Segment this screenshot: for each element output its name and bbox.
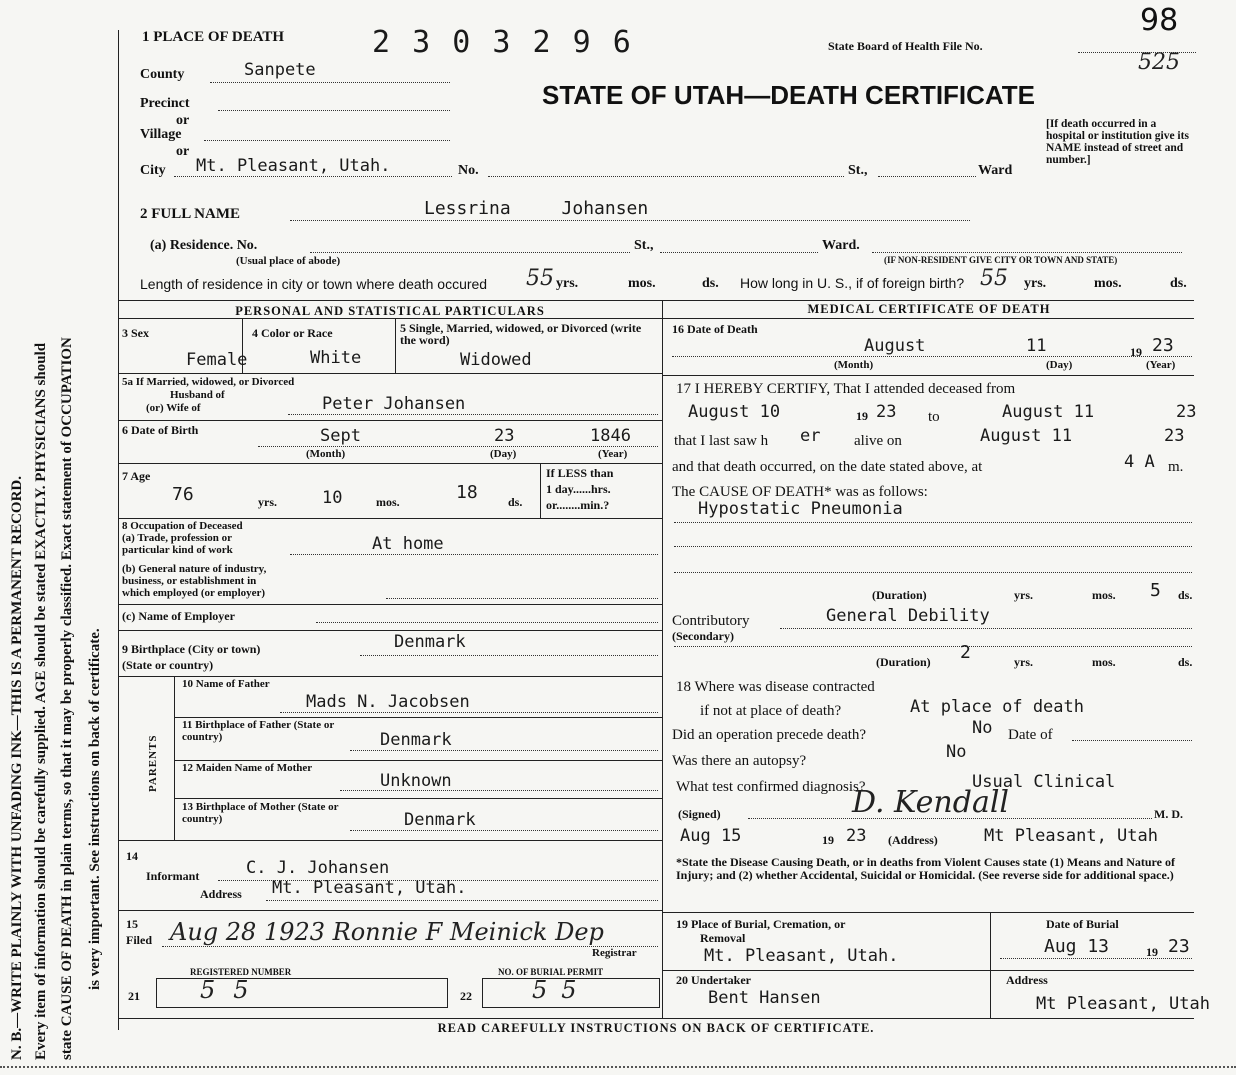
burial-place-value: Mt. Pleasant, Utah. [704,946,899,966]
dob-month: Sept [320,426,361,446]
main-top-rule [118,300,1194,301]
informant-label: Informant [146,869,200,883]
death-day-sub: (Day) [1046,359,1073,371]
marital-value: Widowed [460,350,532,370]
attend-to: August 11 [1002,402,1095,422]
outer-left-border [118,30,119,1030]
residence-label: (a) Residence. No. [150,238,258,253]
sex-value: Female [186,350,248,370]
test-value: Usual Clinical [972,772,1116,792]
nonresident-note: (IF NON-RESIDENT GIVE CITY OR TOWN AND STATE) [884,255,1118,265]
sex-label: 3 Sex [122,326,149,340]
duration-mos: mos. [1092,588,1116,602]
signed-address-label: (Address) [888,833,938,847]
duration-ds-value: 5 [1150,580,1161,601]
age-mos-label: mos. [376,495,400,509]
signed-address: Mt Pleasant, Utah [984,826,1158,846]
burial-place-label-2: Removal [700,931,746,945]
county-value: Sanpete [244,60,316,80]
autopsy-value: No [946,742,967,762]
contrib-duration-ds: ds. [1178,655,1193,669]
burial-permit-value: 55 [532,976,591,1004]
age-days: 18 [456,482,478,503]
contracted-label: 18 Where was disease contracted [676,679,875,695]
informant-value: C. J. Johansen [246,858,390,878]
secondary-label: (Secondary) [672,629,734,643]
rule-after-spouse [118,420,662,421]
death-occurred-text: and that death occurred, on the date stated above, at [672,459,983,475]
hospital-note: [If death occurred in a hospital or institution give its NAME instead of street and number.] [1046,118,1189,166]
death-year: 23 [1152,335,1174,356]
industry-label-1: (b) General nature of industry, [122,563,267,575]
full-name-label: 2 FULL NAME [140,206,241,222]
city-ward-label: Ward [978,163,1013,178]
less-than-label-2: 1 day......hrs. [546,482,611,496]
not-at-place-label: if not at place of death? [700,703,842,719]
attend-from-19: 19 [856,409,868,423]
filed-num: 15 [126,917,138,931]
age-ds-label: ds. [508,495,523,509]
employer-label: (c) Name of Employer [122,609,235,623]
occupation-value: At home [372,534,444,554]
mother-birthplace-value: Denmark [404,810,476,830]
contrib-duration-mos: mos. [1092,655,1116,669]
margin-note-1: N. B.—WRITE PLAINLY WITH UNFADING INK—THIS IS A PERMANENT RECORD. [9,476,25,1060]
less-than-label-1: If LESS than [546,466,614,480]
undertaker-label: 20 Undertaker [676,973,751,987]
operation-value: No [972,718,993,738]
birthplace-label-2: (State or country) [122,658,214,672]
birthplace-value: Denmark [394,632,466,652]
rule-after-birthplace [118,676,662,677]
father-birthplace-value: Denmark [380,730,452,750]
marital-label: 5 Single, Married, widowed, or Divorced (write the word) [400,321,642,347]
city-st-label: St., [848,163,868,178]
burial-permit-label: NO. OF BURIAL PERMIT [498,967,604,977]
signed-19: 19 [822,833,834,847]
age-yrs-label: yrs. [258,495,277,509]
precinct-label: Precinct [140,96,190,111]
test-label: What test confirmed diagnosis? [676,779,866,795]
margin-note-3: state CAUSE OF DEATH in plain terms, so that it may be properly classified. Exact statement of OCCUPATION [59,337,75,1060]
mother-value: Unknown [380,771,452,791]
footer-instruction: READ CAREFULLY INSTRUCTIONS ON BACK OF CERTIFICATE. [437,1021,875,1035]
duration-label: (Duration) [872,588,927,602]
length-residence-value: 55 [526,266,554,291]
rule-after-sex [118,373,662,374]
burial-divider [990,912,991,1018]
autopsy-label: Was there an autopsy? [672,753,807,769]
filed-label: Filed [126,933,152,947]
duration-yrs: yrs. [1014,588,1033,602]
contributory-value: General Debility [826,606,990,626]
or-label-2: or [176,144,190,159]
dob-day-sub: (Day) [490,448,517,460]
residence-st-label: St., [634,238,654,253]
informant-address-label: Address [200,887,242,901]
death-year-sub: (Year) [1146,359,1176,371]
age-years: 76 [172,484,194,505]
undertaker-address-value: Mt Pleasant, Utah [1036,994,1210,1014]
dob-year: 1846 [590,426,631,446]
death-time: 4 A [1124,452,1155,472]
board-sub-number: 525 [1138,50,1180,75]
attend-to-label: to [928,409,940,425]
mother-label: 12 Maiden Name of Mother [182,762,313,774]
burial-place-label-1: 19 Place of Burial, Cremation, or [676,917,846,931]
contrib-duration-yrs: yrs. [1014,655,1033,669]
last-saw-year: 23 [1164,426,1185,446]
signed-date: Aug 15 [680,826,742,846]
color-marital-divider [395,318,396,373]
industry-label-3: which employed (or employer) [122,587,266,599]
cause-value: Hypostatic Pneumonia [698,499,903,519]
attend-from: August 10 [688,402,781,422]
rule-after-father [174,717,662,718]
how-long-ds: ds. [1170,276,1187,291]
physician-signature: D. Kendall [852,785,1010,820]
how-long-label: How long in U. S., if of foreign birth? [740,275,965,291]
certify-text: 17 I HEREBY CERTIFY, That I attended deceased from [676,381,1016,397]
death-month: August [864,336,926,356]
signed-year: 23 [846,826,867,846]
attend-to-year: 23 [1176,402,1197,422]
industry-label-2: business, or establishment in [122,575,257,587]
dob-day: 23 [494,426,515,446]
father-label: 10 Name of Father [182,678,270,690]
attend-from-year: 23 [876,402,897,422]
last-saw-label: that I last saw h [674,433,769,449]
death-time-m: m. [1168,459,1184,475]
full-name-value: Lessrina Johansen [424,198,649,219]
certificate-title: STATE OF UTAH—DEATH CERTIFICATE [542,80,1035,110]
bottom-rule [118,1018,1194,1019]
rule-after-industry [118,604,662,605]
rule-after-mother [174,798,662,799]
alive-on-label: alive on [854,433,902,449]
burial-date-value: Aug 13 [1044,936,1110,957]
date-of-label: Date of [1008,727,1053,743]
undertaker-address-label: Address [1006,973,1048,987]
death-day: 11 [1026,336,1047,356]
rule-after-age [118,518,662,519]
residence-ward-label: Ward. [822,238,860,253]
certificate-number: 2 3 0 3 2 9 6 [372,25,633,60]
registrar-label: Registrar [592,947,637,959]
rule-before-burial [662,912,1194,913]
dob-year-sub: (Year) [598,448,628,460]
length-yrs: yrs. [556,276,579,291]
length-residence-label: Length of residence in city or town where death occured [140,276,488,292]
burial-permit-prefix: 22 [460,989,472,1003]
rule-after-death-date [662,375,1194,376]
mother-birthplace-label: 13 Birthplace of Mother (State or country) [182,801,339,825]
birthplace-label-1: 9 Birthplace (City or town) [122,642,261,656]
margin-note-4: is very important. See instructions on back of certificate. [87,628,103,990]
rule-after-parents [118,840,662,841]
less-than-label-3: or........min.? [546,498,610,512]
spouse-label-3: (or) Wife of [146,402,201,414]
operation-label: Did an operation precede death? [672,727,867,743]
registered-number-label: REGISTERED NUMBER [190,967,292,977]
informant-num: 14 [126,849,138,863]
occupation-label-3: particular kind of work [122,544,233,556]
informant-address-value: Mt. Pleasant, Utah. [272,878,467,898]
center-divider [662,300,663,1018]
age-months: 10 [322,488,343,508]
spouse-value: Peter Johansen [322,394,466,414]
city-no-label: No. [458,163,479,178]
color-label: 4 Color or Race [252,326,333,340]
last-saw-date: August 11 [980,426,1073,446]
spouse-label-2: Husband of [170,389,225,401]
dob-month-sub: (Month) [306,448,346,460]
signed-label: (Signed) [678,807,721,821]
margin-note-2: Every item of information should be carefully supplied. AGE should be stated EXACTLY. PHYSICIANS should [33,342,49,1060]
rule-after-father-bp [174,760,662,761]
or-label-1: or [176,113,190,128]
city-value: Mt. Pleasant, Utah. [196,156,391,176]
city-label: City [140,163,166,178]
how-long-value: 55 [980,266,1008,291]
father-value: Mads N. Jacobsen [306,692,470,712]
contributory-label: Contributory [672,613,750,629]
death-month-sub: (Month) [834,359,874,371]
how-long-yrs: yrs. [1024,276,1047,291]
length-mos: mos. [628,276,656,291]
heading-rule [118,318,1194,319]
burial-date-year: 23 [1168,936,1190,957]
duration-ds: ds. [1178,588,1193,602]
spouse-label-1: 5a If Married, widowed, or Divorced [122,376,295,388]
contrib-duration-label: (Duration) [876,655,931,669]
parents-side-label: PARENTS [147,734,159,792]
color-value: White [310,348,362,368]
age-label: 7 Age [122,469,151,483]
death-date-label: 16 Date of Death [672,322,758,336]
rule-before-undertaker [662,970,1194,971]
footnote: *State the Disease Causing Death, or in deaths from Violent Causes state (1) Means and Nature of Injury; and (2) whether Accidental, Suicidal or Homicidal. (See reverse side for additional space.) [676,855,1175,882]
village-label: Village [140,127,182,142]
death-year-prefix: 19 [1130,345,1142,359]
undertaker-value: Bent Hansen [708,988,821,1008]
county-label: County [140,67,185,82]
board-file-label: State Board of Health File No. [828,39,983,53]
reg-number-prefix: 21 [128,989,140,1003]
cause-label: The CAUSE OF DEATH* was as follows: [672,484,928,500]
residence-sub-label: (Usual place of abode) [236,255,341,267]
md-label: M. D. [1154,807,1183,821]
place-of-death-label: 1 PLACE OF DEATH [142,29,285,45]
contrib-duration-yrs-value: 2 [960,642,971,663]
personal-heading: PERSONAL AND STATISTICAL PARTICULARS [235,304,545,318]
dob-label: 6 Date of Birth [122,423,199,437]
medical-heading: MEDICAL CERTIFICATE OF DEATH [807,302,1051,316]
board-file-number: 98 [1140,3,1179,38]
contracted-value: At place of death [910,697,1084,717]
age-less-divider [540,463,541,518]
occupation-label-2: (a) Trade, profession or [122,532,232,544]
how-long-mos: mos. [1094,276,1122,291]
rule-after-dob [118,463,662,464]
length-ds: ds. [702,276,719,291]
burial-date-label: Date of Burial [1046,917,1119,931]
filed-value: Aug 28 1923 Ronnie F Meinick Dep [170,918,604,946]
occupation-label-1: 8 Occupation of Deceased [122,520,243,532]
rule-after-employer [118,630,662,631]
parents-divider [174,676,175,840]
registered-number-value: 55 [200,976,267,1004]
rule-after-informant [118,910,662,911]
father-birthplace-label: 11 Birthplace of Father (State or country) [182,719,335,743]
last-saw-value: er [800,426,821,446]
